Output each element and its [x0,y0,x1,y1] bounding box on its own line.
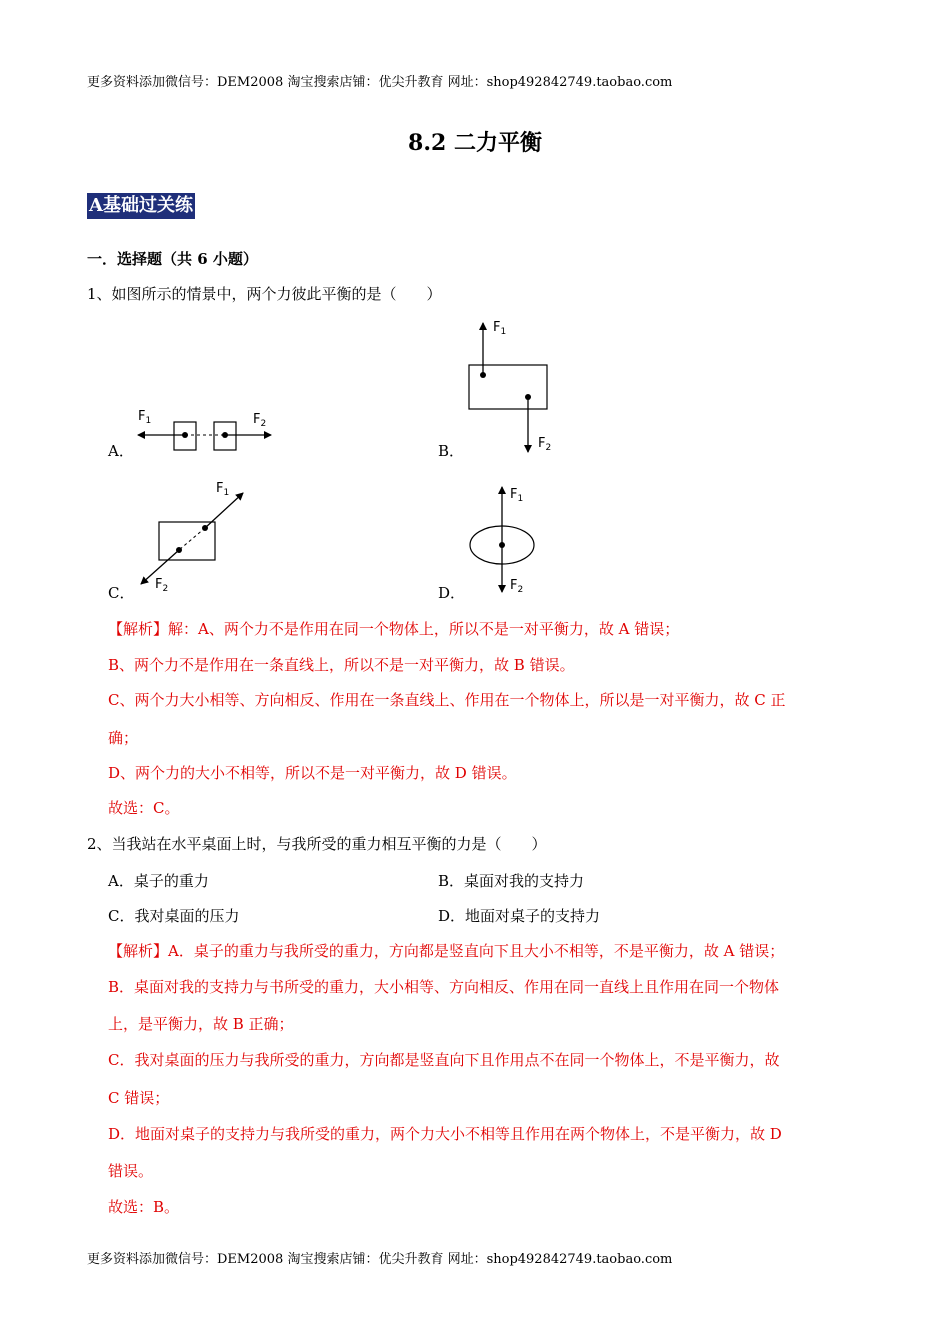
q1-answer: 故选：C。 [108,799,180,817]
svg-text:F1: $F_1$ [493,320,507,337]
section-badge: A基础过关练 [87,193,195,219]
q2-analysis-line: B．桌面对我的支持力与书所受的重力，大小相等、方向相反、作用在同一直线上且作用在同一个物体 [108,978,780,996]
q2-stem: 2、当我站在水平桌面上时，与我所受的重力相互平衡的力是（ ） [87,835,547,853]
q1-analysis-line: B、两个力不是作用在一条直线上，所以不是一对平衡力，故 B 错误。 [108,656,575,674]
q2-analysis-line: C．我对桌面的压力与我所受的重力，方向都是竖直向下且作用点不在同一个物体上，不是平衡力，故 [108,1051,780,1069]
q1-option-a: A． [108,442,134,460]
svg-text:F2: $F_2$ [510,578,524,595]
q2-analysis-line: 【解析】A．桌子的重力与我所受的重力，方向都是竖直向下且大小不相等，不是平衡力，故 A 错误； [108,942,785,960]
q2-option-b: B．桌面对我的支持力 [438,872,585,890]
q1-figure-b [465,315,565,460]
page-footer: 更多资料添加微信号：DEM2008 淘宝搜索店铺：优尖升教育 网址：shop492842749.taobao.com [87,1252,673,1267]
q2-analysis-line: C 错误； [108,1089,170,1107]
q2-option-c: C．我对桌面的压力 [108,907,240,925]
svg-text:F1: $F_1$ [138,409,152,426]
q1-option-d: D． [438,584,466,602]
q1-figure-c [132,478,257,598]
q2-analysis-line: 错误。 [108,1162,154,1180]
q2-answer: 故选：B。 [108,1198,180,1216]
page-header: 更多资料添加微信号：DEM2008 淘宝搜索店铺：优尖升教育 网址：shop492842749.taobao.com [87,75,673,90]
page-title: 8.2 二力平衡 [408,130,542,156]
svg-text:F1: $F_1$ [216,481,230,498]
svg-text:F2: $F_2$ [538,436,552,453]
q1-figure-a [128,400,278,460]
q1-analysis-line: C、两个力大小相等、方向相反、作用在一条直线上、作用在一个物体上，所以是一对平衡力，故 C 正 [108,691,786,709]
q1-analysis-line: 【解析】解：A、两个力不是作用在同一个物体上，所以不是一对平衡力，故 A 错误； [108,620,680,638]
svg-text:F1: $F_1$ [510,487,524,504]
q1-stem: 1、如图所示的情景中，两个力彼此平衡的是（ ） [87,285,442,303]
svg-text:F2: $F_2$ [253,412,267,429]
question-group-heading: 一．选择题（共 6 小题） [87,250,258,268]
q2-option-a: A．桌子的重力 [108,872,209,890]
q1-option-c: C． [108,584,135,602]
force-f1-arrow [205,493,243,528]
q1-option-b: B． [438,442,465,460]
q1-figure-d [465,480,565,600]
q2-analysis-line: D．地面对桌子的支持力与我所受的重力，两个力大小不相等且作用在两个物体上，不是平衡力，故 D [108,1125,782,1143]
svg-text:F2: $F_2$ [155,577,169,594]
q2-option-d: D．地面对桌子的支持力 [438,907,601,925]
q2-analysis-line: 上，是平衡力，故 B 正确； [108,1015,294,1033]
q1-analysis-line: D、两个力的大小不相等，所以不是一对平衡力，故 D 错误。 [108,764,517,782]
block [469,365,547,409]
q1-analysis-line: 确； [108,729,139,747]
